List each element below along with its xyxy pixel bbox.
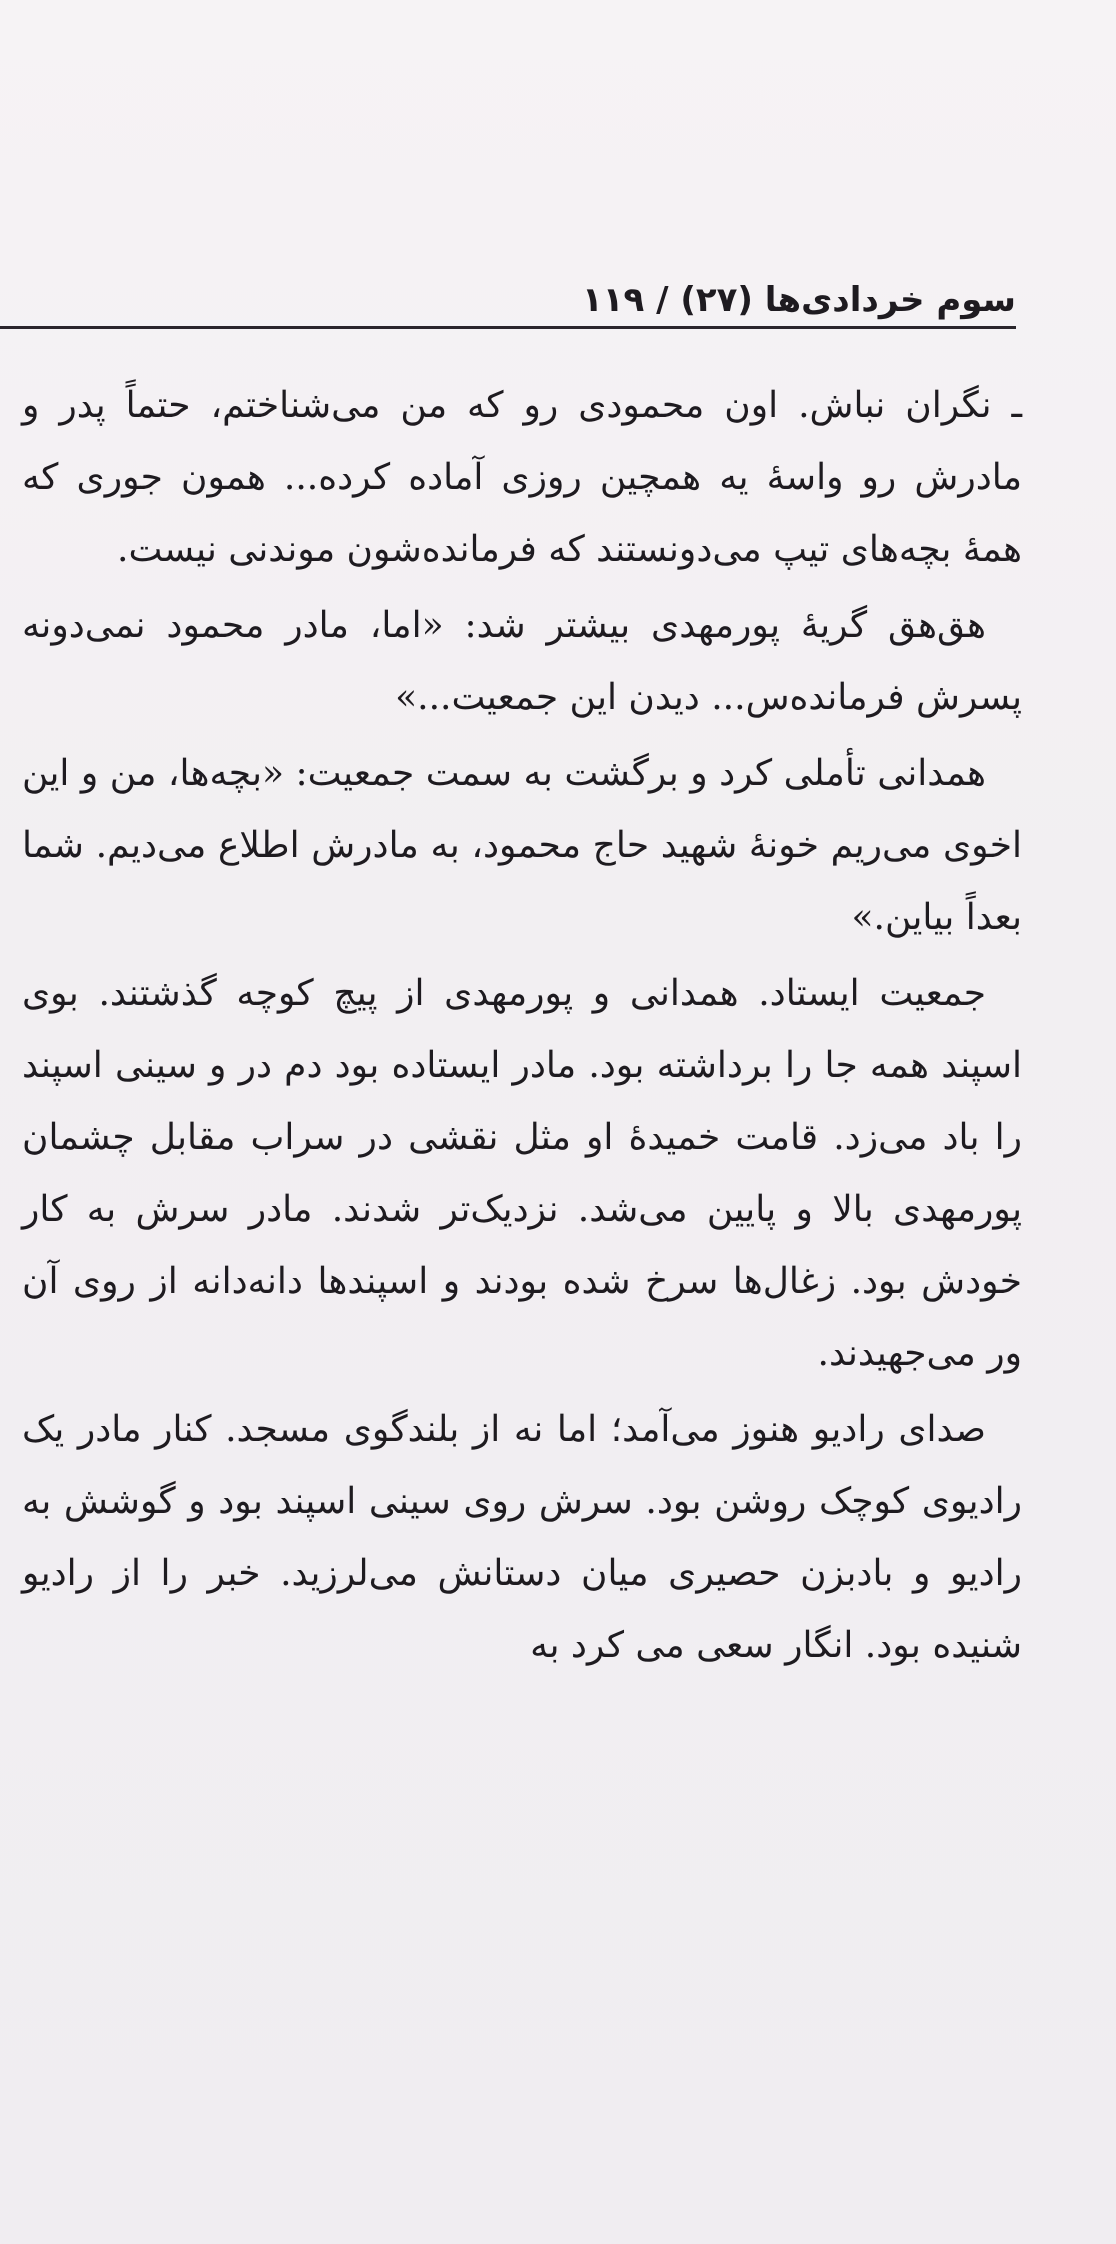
paragraph-2: هق‌هق گریهٔ پورمهدی بیشتر شد: «اما، مادر محمود نمی‌دونه پسرش فرمانده‌س... دیدن این جمعیت...» [22,605,1022,718]
running-header [6,270,1016,330]
header-title: سوم خردادی‌ها (۲۷) / ۱۱۹ [581,280,1016,320]
paragraph-4: جمعیت ایستاد. همدانی و پورمهدی از پیچ کوچه گذشتند. بوی اسپند همه جا را برداشته بود. مادر ایستاده بود دم در و سینی اسپند را باد می‌زد. قامت خمیدهٔ او مثل نقشی در سراب مقابل چشمان پورمهدی بالا و پایین می‌شد. نزدیک‌تر شدند. مادر سرش به کار خودش بود. زغال‌ها سرخ شده بودند و اسپندها دانه‌دانه از روی آن ور می‌جهیدند. [22,973,1022,1374]
body-text [22,370,1022,1686]
paragraph-1: ـ نگران نباش. اون محمودی رو که من می‌شناختم، حتماً پدر و مادرش رو واسهٔ یه همچین روزی آماده کرده... همون جوری که همهٔ بچه‌های تیپ می‌دونستند که فرمانده‌شون موندنی نیست. [22,385,1022,570]
header-divider [0,326,1016,329]
paragraph-3: همدانی تأملی کرد و برگشت به سمت جمعیت: «بچه‌ها، من و این اخوی می‌ریم خونهٔ شهید حاج محمود، به مادرش اطلاع می‌دیم. شما بعداً بیاین.» [22,753,1022,938]
paragraph-5: صدای رادیو هنوز می‌آمد؛ اما نه از بلندگوی مسجد. کنار مادر یک رادیوی کوچک روشن بود. سرش روی سینی اسپند بود و گوشش به رادیو و بادبزن حصیری میان دستانش می‌لرزید. خبر را از رادیو شنیده بود. انگار سعی می کرد به [22,1409,1022,1666]
